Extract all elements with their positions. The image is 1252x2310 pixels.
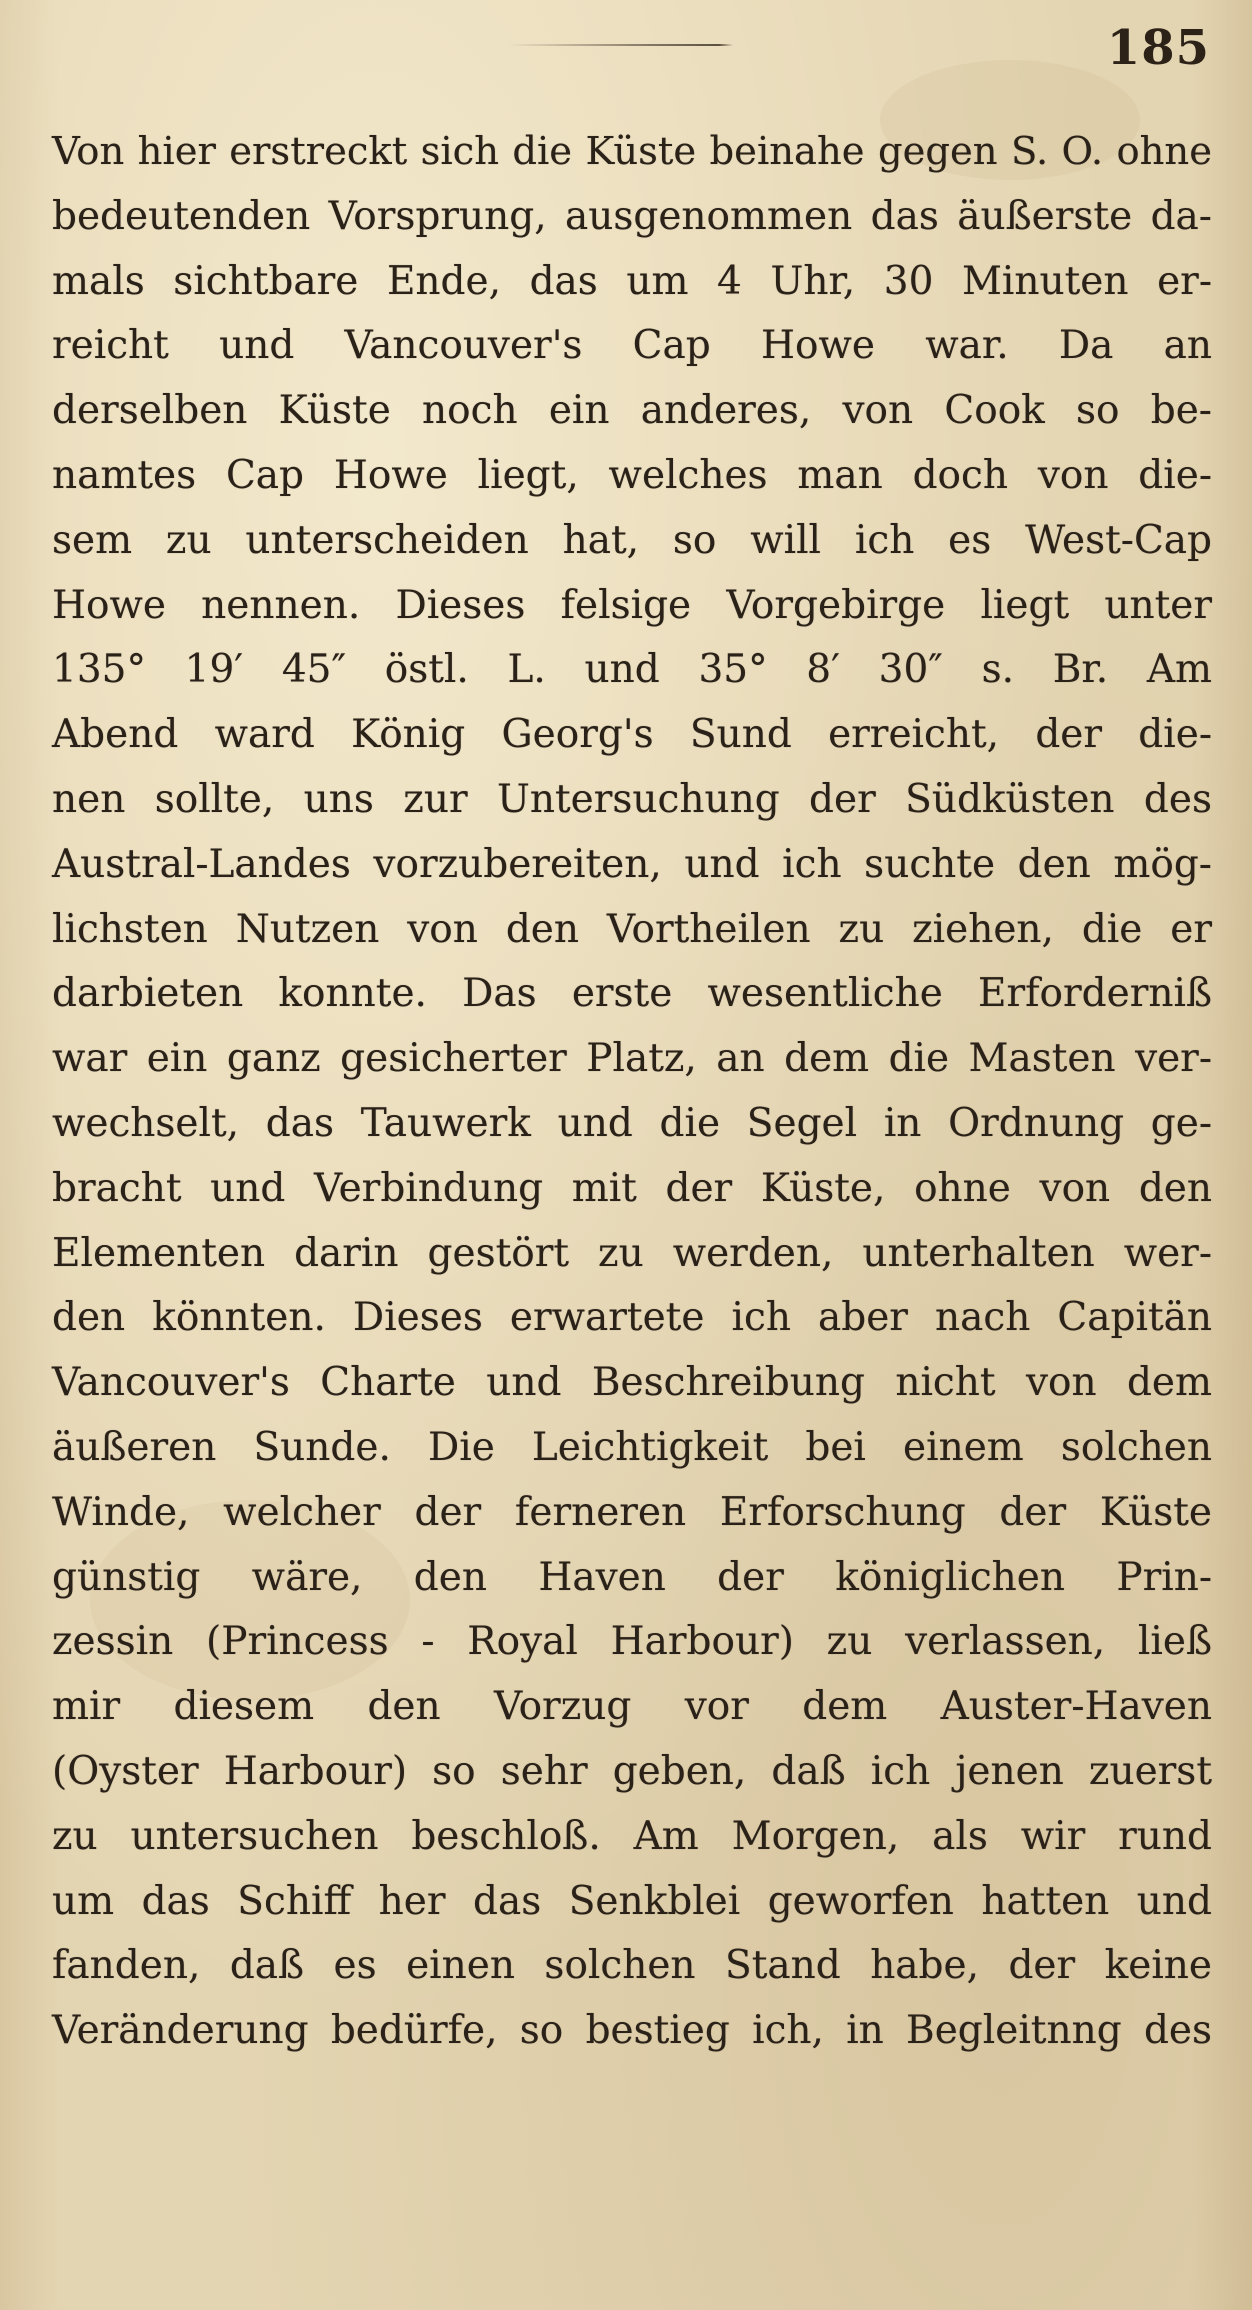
header-rule: [505, 42, 733, 48]
text-line: wechselt, das Tauwerk und die Segel in Ordnung ge-: [52, 1100, 1212, 1146]
text-line: reicht und Vancouver's Cap Howe war. Da an: [52, 323, 1212, 369]
text-line: mals sichtbare Ende, das um 4 Uhr, 30 Minuten er-: [52, 258, 1212, 304]
text-line: Howe nennen. Dieses felsige Vorgebirge liegt unter: [52, 582, 1212, 628]
text-line: sem zu unterscheiden hat, so will ich es West-Cap: [52, 517, 1212, 563]
text-line: derselben Küste noch ein anderes, von Cook so be-: [52, 388, 1212, 434]
text-line: günstig wäre, den Haven der königlichen Prin-: [52, 1554, 1212, 1600]
text-line: mir diesem den Vorzug vor dem Auster-Haven: [52, 1684, 1212, 1730]
text-line: fanden, daß es einen solchen Stand habe, der keine: [52, 1943, 1212, 1989]
text-line: äußeren Sunde. Die Leichtigkeit bei einem solchen: [52, 1424, 1212, 1470]
text-line: Veränderung bedürfe, so bestieg ich, in Begleitnng des: [52, 2008, 1212, 2054]
body-text: [52, 120, 1212, 2064]
text-line: nen sollte, uns zur Untersuchung der Südküsten des: [52, 776, 1212, 822]
text-line: war ein ganz gesicherter Platz, an dem die Masten ver-: [52, 1036, 1212, 1082]
text-line: Von hier erstreckt sich die Küste beinahe gegen S. O. ohne: [52, 129, 1212, 174]
text-line: lichsten Nutzen von den Vortheilen zu ziehen, die er: [52, 906, 1212, 952]
text-line: (Oyster Harbour) so sehr geben, daß ich jenen zuerst: [52, 1748, 1212, 1794]
text-line: zu untersuchen beschloß. Am Morgen, als wir rund: [52, 1813, 1212, 1859]
text-line: zessin (Princess - Royal Harbour) zu verlassen, ließ: [52, 1619, 1212, 1665]
text-line: den könnten. Dieses erwartete ich aber nach Capitän: [52, 1295, 1212, 1341]
text-line: bracht und Verbindung mit der Küste, ohne von den: [52, 1165, 1212, 1211]
text-line: bedeutenden Vorsprung, ausgenommen das äußerste da-: [52, 193, 1212, 239]
text-line: Abend ward König Georg's Sund erreicht, der die-: [52, 712, 1212, 758]
text-line: darbieten konnte. Das erste wesentliche Erforderniß: [52, 971, 1212, 1017]
text-line: namtes Cap Howe liegt, welches man doch von die-: [52, 452, 1212, 498]
text-line: Elementen darin gestört zu werden, unterhalten wer-: [52, 1230, 1212, 1276]
text-line: 135° 19′ 45″ östl. L. und 35° 8′ 30″ s. Br. Am: [52, 647, 1212, 693]
page-number: 185: [1106, 20, 1210, 76]
text-line: Winde, welcher der ferneren Erforschung der Küste: [52, 1489, 1212, 1535]
text-line: um das Schiff her das Senkblei geworfen hatten und: [52, 1878, 1212, 1924]
text-line: Vancouver's Charte und Beschreibung nicht von dem: [52, 1360, 1212, 1406]
text-line: Austral-Landes vorzubereiten, und ich suchte den mög-: [52, 841, 1212, 887]
